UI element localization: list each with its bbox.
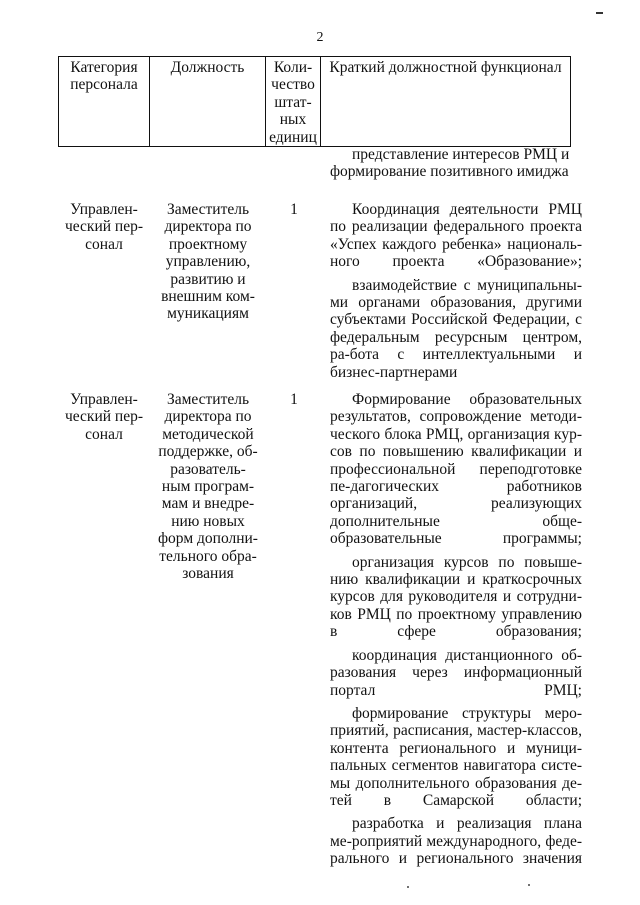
row-1-function-2: взаимодействие с муниципальны-ми органами образования, другими субъектами Российской Федерации, с федеральным ресурсным центром, ра-бота с интеллектуальными и бизнес-партнерами <box>330 276 582 381</box>
row-2-count: 1 <box>290 391 298 408</box>
row-1-position: Заместитель директора по проектному управлению, развитию и внешним ком- муникациям <box>161 201 255 323</box>
continuation-text: представление интересов РМЦ и формирование позитивного имиджа <box>330 146 570 181</box>
row-1-count: 1 <box>290 201 298 218</box>
page-number: 2 <box>316 30 324 45</box>
row-1-category: Управлен- ческий пер- сонал <box>64 201 144 253</box>
scan-speck <box>407 886 409 888</box>
scan-mark <box>596 12 603 14</box>
header-position: Должность <box>150 57 266 147</box>
row-2-function-5: разработка и реализация плана ме-роприятий международного, феде-рального и регионального значения <box>330 815 582 868</box>
table-header <box>58 56 571 147</box>
row-2-position: Заместитель директора по методической поддержке, об- разователь- ным програм- мам и внедре- нию новых форм дополни- тельного обра- зования <box>158 391 258 583</box>
header-functions: Краткий должностной функционал <box>321 57 571 147</box>
row-2-function-4: формирование структуры меро-приятий, расписания, мастер-классов, контента регионального и муници-пальных сегментов навигатора систе-мы дополнительного образования де-тей в Самарской области; <box>330 704 582 809</box>
row-1-function-1: Координация деятельности РМЦ по реализации федерального проекта «Успех каждого ребенка» националь-ного проекта «Образование»; <box>330 201 582 271</box>
row-2-function-1: Формирование образовательных результатов, сопровождение методи-ческого блока РМЦ, организация кур-сов по повышению квалификации и профессиональной переподготовке пе-дагогических работников организаций, реализующих дополнительные обще-образовательные программы; <box>330 391 582 548</box>
header-category: Категория персонала <box>59 57 150 147</box>
header-count: Коли- чество штат- ных единиц <box>266 57 321 147</box>
row-2-category: Управлен- ческий пер- сонал <box>64 391 144 443</box>
row-2-function-2: организация курсов по повыше-нию квалификации и краткосрочных курсов для руководителя и сотрудни-ков РМЦ по проектному управлению в сфере образования; <box>330 553 582 641</box>
row-2-functions <box>330 391 582 868</box>
row-2-function-3: координация дистанционного об-разования через информационный портал РМЦ; <box>330 646 582 699</box>
scan-speck <box>528 884 530 886</box>
row-1-functions <box>330 201 582 381</box>
